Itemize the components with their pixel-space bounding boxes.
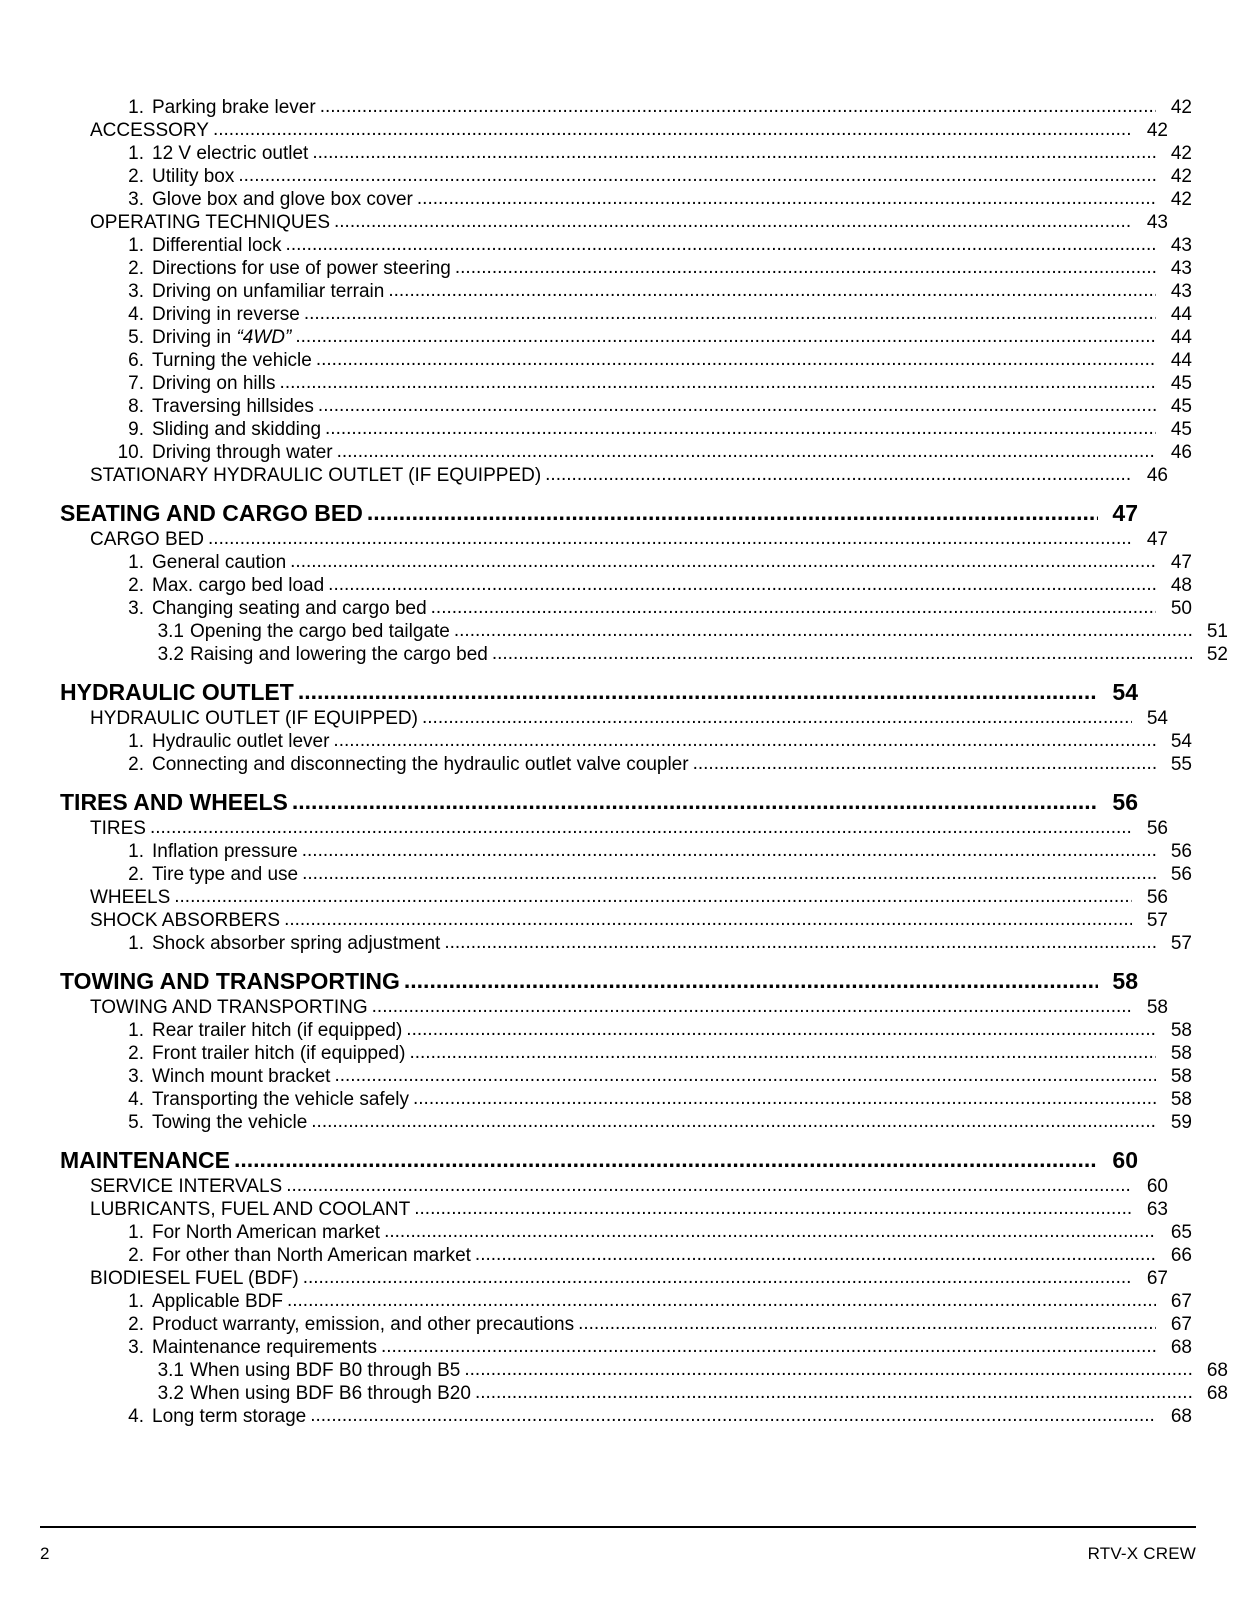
toc-leader-dots [325,418,1156,440]
toc-leader-dots [310,1405,1156,1427]
toc-entry[interactable] [58,933,1192,955]
toc-leader-dots [545,464,1132,486]
toc-entry[interactable] [58,818,1168,840]
toc-leader-dots [302,840,1156,862]
toc-entry[interactable] [58,754,1192,776]
toc-entry-label: Raising and lowering the cargo bed [190,644,488,665]
toc-entry-page: 57 [1146,910,1168,931]
toc-entry-page: 56 [1170,864,1192,885]
toc-entry-number: 3. [128,598,144,619]
toc-entry-page: 59 [1170,1112,1192,1133]
toc-entry-page: 52 [1206,644,1228,665]
toc-entry-label: Towing the vehicle [152,1112,308,1133]
toc-entry[interactable] [58,1245,1192,1267]
toc-entry-page: 68 [1206,1383,1228,1404]
toc-entry[interactable] [58,304,1192,326]
toc-entry-page: 60 [1146,1176,1168,1197]
toc-entry-label: Utility box [152,166,235,187]
toc-leader-dots [334,211,1132,233]
toc-leader-dots [384,1221,1156,1243]
toc-entry-number: 7. [128,373,144,394]
toc-entry-page: 45 [1170,396,1192,417]
toc-leader-dots [287,1290,1156,1312]
toc-entry[interactable] [58,679,1138,706]
toc-entry-label: TIRES AND WHEELS [60,789,288,815]
page-footer [40,1544,1196,1564]
toc-entry[interactable] [58,910,1168,932]
toc-entry-label: LUBRICANTS, FUEL AND COOLANT [90,1199,411,1220]
toc-entry-label: Winch mount bracket [152,1066,331,1087]
toc-entry-number: 3. [128,1066,144,1087]
toc-entry-page: 57 [1170,933,1192,954]
toc-entry-page: 58 [1112,968,1138,994]
toc-entry-number: 4. [128,1089,144,1110]
toc-entry-number: 2. [128,1043,144,1064]
toc-entry[interactable] [58,1268,1168,1290]
toc-entry-label: Changing seating and cargo bed [152,598,427,619]
toc-entry-number: 1. [128,97,144,118]
toc-entry-page: 42 [1170,143,1192,164]
toc-entry-number: 1. [128,1291,144,1312]
toc-entry-number: 2. [128,754,144,775]
toc-entry[interactable] [58,189,1192,211]
toc-entry-page: 58 [1170,1020,1192,1041]
toc-entry[interactable] [58,120,1168,142]
toc-entry[interactable] [58,1043,1192,1065]
toc-entry[interactable] [58,1406,1192,1428]
toc-entry-page: 45 [1170,419,1192,440]
toc-entry[interactable] [58,1337,1192,1359]
toc-entry-page: 58 [1170,1043,1192,1064]
toc-entry[interactable] [58,997,1168,1019]
toc-entry[interactable] [58,708,1168,730]
toc-entry[interactable] [58,841,1192,863]
toc-entry-label: Applicable BDF [152,1291,283,1312]
toc-entry-label: Rear trailer hitch (if equipped) [152,1020,403,1041]
toc-entry-page: 43 [1170,258,1192,279]
toc-entry-page: 67 [1146,1268,1168,1289]
toc-entry-page: 67 [1170,1314,1192,1335]
toc-entry-page: 58 [1170,1066,1192,1087]
toc-leader-dots [292,788,1098,815]
toc-entry-page: 42 [1170,97,1192,118]
toc-entry[interactable] [58,1222,1192,1244]
toc-leader-dots [286,1175,1132,1197]
toc-leader-dots [413,1088,1156,1110]
toc-entry-label: When using BDF B0 through B5 [190,1360,461,1381]
toc-entry[interactable] [58,887,1168,909]
toc-entry-label: TIRES [90,818,146,839]
toc-leader-dots [337,441,1156,463]
toc-entry-page: 54 [1112,679,1138,705]
toc-leader-dots [238,165,1156,187]
toc-entry-label: Opening the cargo bed tailgate [190,621,450,642]
toc-entry-page: 42 [1170,189,1192,210]
toc-entry-page: 44 [1170,350,1192,371]
toc-entry-page: 48 [1170,575,1192,596]
toc-entry-label: MAINTENANCE [60,1147,230,1173]
footer-manual-name: RTV-X CREW [1087,1544,1196,1563]
toc-leader-dots [312,142,1156,164]
toc-entry-label: ACCESSORY [90,120,209,141]
toc-leader-dots [286,234,1156,256]
toc-entry-number: 5. [128,327,144,348]
toc-entry-label: Shock absorber spring adjustment [152,933,441,954]
toc-entry[interactable] [58,281,1192,303]
toc-entry-page: 54 [1170,731,1192,752]
toc-leader-dots [422,707,1132,729]
toc-entry-page: 42 [1170,166,1192,187]
toc-entry[interactable] [58,789,1138,816]
toc-entry-page: 58 [1146,997,1168,1018]
toc-entry-number: 1. [128,1020,144,1041]
toc-entry-page: 58 [1170,1089,1192,1110]
table-of-contents [58,97,1228,1428]
toc-entry-label [152,327,295,349]
toc-leader-dots [311,1111,1156,1133]
toc-leader-dots [234,1146,1098,1173]
toc-leader-dots [406,1019,1156,1041]
toc-entry-number: 1. [128,552,144,573]
toc-entry-page: 47 [1112,500,1138,526]
toc-entry-page: 51 [1206,621,1228,642]
toc-entry-label: Parking brake lever [152,97,316,118]
toc-entry-page: 43 [1170,235,1192,256]
toc-leader-dots [302,863,1156,885]
toc-entry[interactable] [58,1089,1192,1111]
toc-entry-page: 44 [1170,327,1192,348]
toc-entry-label: Driving in reverse [152,304,300,325]
toc-leader-dots [333,730,1156,752]
toc-entry-page: 68 [1170,1337,1192,1358]
toc-entry-number: 1. [128,731,144,752]
toc-entry[interactable] [58,1112,1192,1134]
toc-entry-label: OPERATING TECHNIQUES [90,212,330,233]
toc-entry[interactable] [58,1066,1192,1088]
toc-entry-label: SERVICE INTERVALS [90,1176,283,1197]
toc-leader-dots [464,1359,1192,1381]
footer-divider [40,1526,1196,1528]
toc-leader-dots [320,96,1156,118]
toc-entry-label: SEATING AND CARGO BED [60,500,363,526]
toc-entry-label: Inflation pressure [152,841,298,862]
toc-entry-page: 63 [1146,1199,1168,1220]
toc-entry[interactable] [58,373,1192,395]
toc-entry[interactable] [58,442,1192,464]
toc-entry-page: 55 [1170,754,1192,775]
toc-entry-number: 3.1 [157,1360,184,1381]
toc-entry-number: 9. [128,419,144,440]
toc-leader-dots [492,643,1192,665]
toc-entry-label: Max. cargo bed load [152,575,325,596]
toc-leader-dots [455,257,1156,279]
toc-entry-page: 42 [1146,120,1168,141]
toc-entry[interactable] [58,575,1192,597]
toc-entry-page: 60 [1112,1147,1138,1173]
toc-entry-page: 47 [1146,529,1168,550]
toc-leader-dots [290,551,1156,573]
toc-entry[interactable] [58,97,1192,119]
toc-entry-page: 68 [1170,1406,1192,1427]
toc-entry-label: For North American market [152,1222,381,1243]
toc-entry-number: 3. [128,281,144,302]
toc-entry-number: 4. [128,304,144,325]
toc-entry-label: STATIONARY HYDRAULIC OUTLET (IF EQUIPPED) [90,465,542,486]
toc-entry-label-emphasis: “4WD” [236,327,292,348]
toc-entry-label: CARGO BED [90,529,205,550]
toc-entry[interactable] [58,258,1192,280]
toc-entry-number: 2. [128,1314,144,1335]
toc-entry-label: Product warranty, emission, and other precautions [152,1314,575,1335]
toc-entry-page: 56 [1146,818,1168,839]
toc-entry[interactable] [58,552,1192,574]
toc-entry[interactable] [58,968,1138,995]
toc-entry[interactable] [58,1314,1192,1336]
toc-leader-dots [404,967,1098,994]
toc-entry-page: 45 [1170,373,1192,394]
toc-entry[interactable] [58,465,1168,487]
toc-entry[interactable] [58,166,1192,188]
toc-entry[interactable] [58,864,1192,886]
toc-entry[interactable] [58,1020,1192,1042]
toc-entry[interactable] [58,598,1192,620]
toc-entry-page: 56 [1112,789,1138,815]
toc-entry-number: 2. [128,258,144,279]
toc-entry-label: Long term storage [152,1406,307,1427]
toc-entry-number: 2. [128,1245,144,1266]
toc-entry[interactable] [58,1383,1228,1405]
toc-entry[interactable] [58,327,1192,349]
toc-leader-dots [417,188,1156,210]
toc-leader-dots [372,996,1132,1018]
toc-entry-page: 56 [1146,887,1168,908]
toc-entry-page: 50 [1170,598,1192,619]
toc-entry-page: 44 [1170,304,1192,325]
toc-leader-dots [388,280,1156,302]
toc-entry-label: Front trailer hitch (if equipped) [152,1043,406,1064]
toc-leader-dots [298,678,1098,705]
toc-entry-label: Sliding and skidding [152,419,322,440]
toc-entry-label: Maintenance requirements [152,1337,377,1358]
toc-leader-dots [328,574,1156,596]
toc-entry[interactable] [58,731,1192,753]
toc-entry[interactable] [58,419,1192,441]
toc-leader-dots [213,119,1132,141]
toc-entry-number: 5. [128,1112,144,1133]
toc-entry-label: SHOCK ABSORBERS [90,910,281,931]
toc-leader-dots [280,372,1156,394]
toc-entry[interactable] [58,644,1228,666]
toc-entry-number: 2. [128,166,144,187]
toc-entry-number: 3. [128,189,144,210]
toc-leader-dots [208,528,1132,550]
toc-entry[interactable] [58,1176,1168,1198]
toc-entry-number: 1. [128,143,144,164]
toc-entry-label: For other than North American market [152,1245,471,1266]
toc-entry[interactable] [58,212,1168,234]
toc-entry-label: Driving on unfamiliar terrain [152,281,385,302]
toc-entry-label: Connecting and disconnecting the hydraulic outlet valve coupler [152,754,689,775]
toc-entry-label: Traversing hillsides [152,396,314,417]
toc-entry[interactable] [58,500,1138,527]
toc-leader-dots [318,395,1156,417]
toc-leader-dots [431,597,1156,619]
toc-entry-number: 3. [128,1337,144,1358]
toc-leader-dots [693,753,1156,775]
toc-leader-dots [454,620,1192,642]
toc-entry-label: TOWING AND TRANSPORTING [60,968,400,994]
toc-entry[interactable] [58,621,1228,643]
toc-leader-dots [475,1244,1156,1266]
toc-entry-page: 65 [1170,1222,1192,1243]
toc-entry[interactable] [58,143,1192,165]
toc-entry-label: 12 V electric outlet [152,143,309,164]
toc-leader-dots [444,932,1156,954]
toc-entry-label: When using BDF B6 through B20 [190,1383,471,1404]
toc-entry-number: 1. [128,1222,144,1243]
toc-entry-label: TOWING AND TRANSPORTING [90,997,368,1018]
toc-entry-number: 4. [128,1406,144,1427]
toc-leader-dots [303,1267,1132,1289]
toc-leader-dots [367,499,1098,526]
toc-entry-number: 3.2 [157,644,184,665]
toc-entry-label: Turning the vehicle [152,350,312,371]
toc-entry-number: 6. [128,350,144,371]
toc-leader-dots [414,1198,1132,1220]
toc-leader-dots [578,1313,1156,1335]
toc-entry-number: 3.1 [157,621,184,642]
toc-entry-label-head: Driving in [152,327,237,348]
toc-entry-number: 2. [128,575,144,596]
toc-entry-page: 46 [1170,442,1192,463]
toc-entry-label: Hydraulic outlet lever [152,731,330,752]
toc-entry-number: 1. [128,933,144,954]
toc-leader-dots [381,1336,1156,1358]
toc-leader-dots [295,326,1156,348]
toc-entry-page: 68 [1206,1360,1228,1381]
toc-entry[interactable] [58,529,1168,551]
toc-entry[interactable] [58,396,1192,418]
toc-entry-label: WHEELS [90,887,171,908]
toc-entry-number: 1. [128,841,144,862]
toc-leader-dots [334,1065,1156,1087]
toc-entry-page: 54 [1146,708,1168,729]
toc-entry[interactable] [58,235,1192,257]
toc-leader-dots [475,1382,1192,1404]
toc-entry-page: 43 [1170,281,1192,302]
toc-entry-page: 47 [1170,552,1192,573]
toc-entry-label: Directions for use of power steering [152,258,451,279]
toc-entry-number: 1. [128,235,144,256]
toc-entry-label: Driving through water [152,442,333,463]
toc-entry-page: 66 [1170,1245,1192,1266]
toc-entry-number: 8. [128,396,144,417]
toc-entry-number: 2. [128,864,144,885]
toc-entry-label: HYDRAULIC OUTLET (IF EQUIPPED) [90,708,418,729]
toc-entry-label: Driving on hills [152,373,276,394]
toc-entry-page: 46 [1146,465,1168,486]
toc-entry-label: Glove box and glove box cover [152,189,413,210]
toc-leader-dots [174,886,1132,908]
toc-entry[interactable] [58,1291,1192,1313]
toc-leader-dots [150,817,1132,839]
toc-entry-label: Transporting the vehicle safely [152,1089,409,1110]
toc-entry[interactable] [58,350,1192,372]
toc-entry[interactable] [58,1147,1138,1174]
toc-entry-page: 43 [1146,212,1168,233]
toc-entry-label: General caution [152,552,287,573]
toc-entry-page: 67 [1170,1291,1192,1312]
toc-entry[interactable] [58,1199,1168,1221]
toc-entry-number: 3.2 [157,1383,184,1404]
toc-entry-label: BIODIESEL FUEL (BDF) [90,1268,299,1289]
toc-leader-dots [304,303,1156,325]
toc-entry-number: 10. [117,442,144,463]
toc-entry[interactable] [58,1360,1228,1382]
toc-leader-dots [316,349,1156,371]
toc-entry-label: Tire type and use [152,864,299,885]
toc-entry-page: 56 [1170,841,1192,862]
toc-leader-dots [284,909,1132,931]
toc-entry-label: Differential lock [152,235,282,256]
toc-entry-label: HYDRAULIC OUTLET [60,679,294,705]
toc-leader-dots [409,1042,1156,1064]
footer-page-number: 2 [40,1544,50,1563]
